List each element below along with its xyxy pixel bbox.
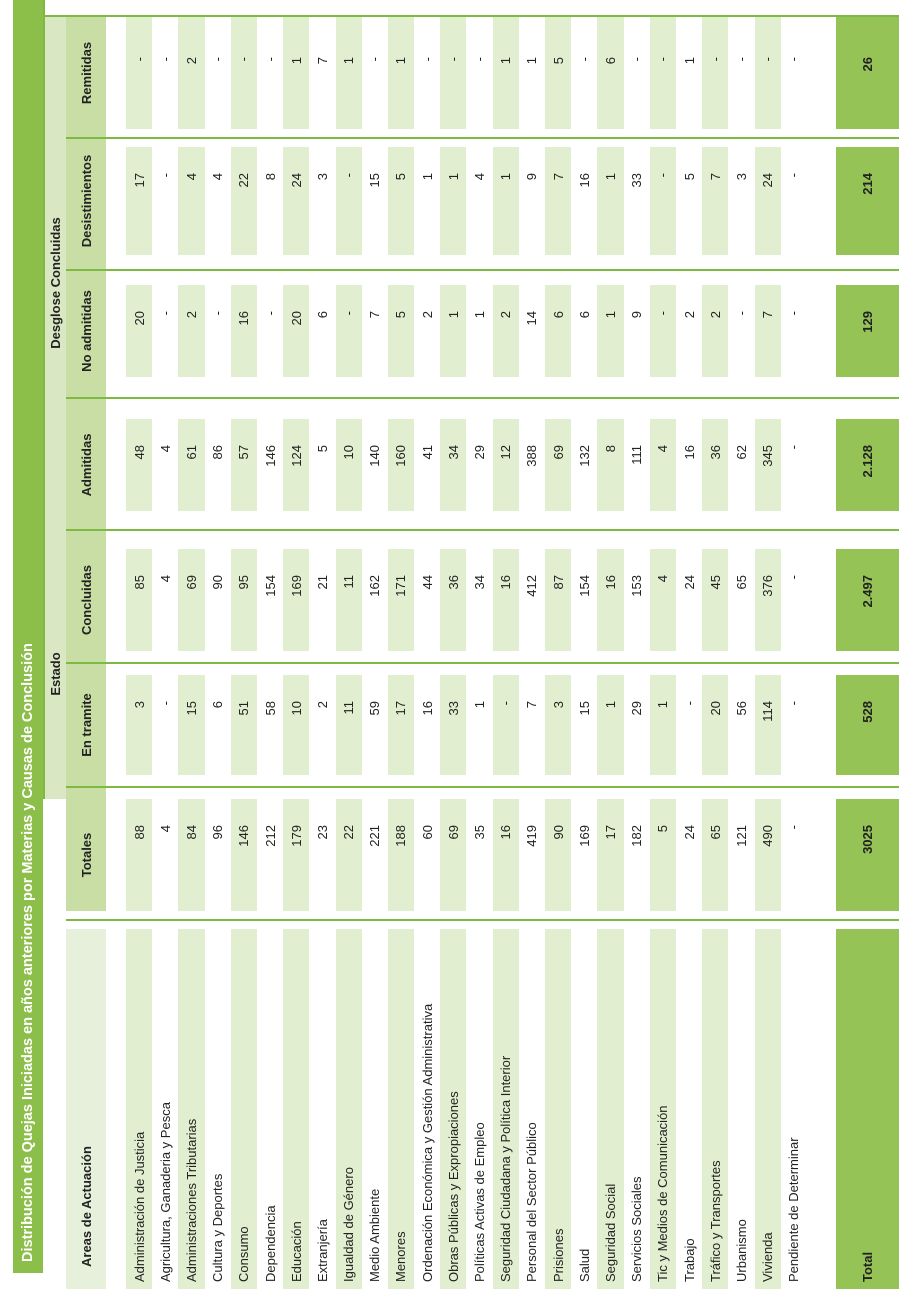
value-cell: 29 — [629, 701, 645, 716]
value-cell: - — [336, 285, 362, 377]
value-cell: 85 — [126, 549, 152, 651]
value-cell: 4 — [650, 549, 676, 651]
group-header-remitidas-spacer — [43, 17, 66, 147]
value-cell: 24 — [283, 147, 309, 255]
value-cell: 58 — [262, 701, 278, 716]
value-cell: 15 — [576, 701, 592, 716]
value-cell: 490 — [755, 799, 781, 911]
table-right-edge-line — [43, 0, 899, 17]
value-cell: 41 — [419, 445, 435, 460]
value-cell: 4 — [472, 173, 488, 181]
value-cell: 146 — [262, 445, 278, 467]
value-cell: 162 — [367, 575, 383, 597]
value-cell: - — [786, 445, 802, 450]
value-cell: - — [650, 285, 676, 377]
value-cell: 65 — [733, 575, 749, 590]
value-cell: 12 — [493, 419, 519, 511]
value-cell: 132 — [576, 445, 592, 467]
value-cell: 5 — [388, 147, 414, 255]
value-cell: 22 — [336, 799, 362, 911]
column-header: No admitidas — [66, 285, 106, 377]
value-cell: 345 — [755, 419, 781, 511]
value-cell: 1 — [472, 701, 488, 709]
value-cell: 1 — [440, 285, 466, 377]
value-cell: - — [231, 17, 257, 129]
value-cell: 5 — [314, 445, 330, 453]
total-value-cell: 129 — [836, 285, 899, 377]
column-header: Desistimientos — [66, 147, 106, 255]
total-value-cell: 214 — [836, 147, 899, 255]
value-cell: 15 — [367, 173, 383, 188]
value-cell: 69 — [545, 419, 571, 511]
group-header-right-margin — [43, 0, 66, 17]
value-cell: 1 — [650, 675, 676, 775]
value-cell: 146 — [231, 799, 257, 911]
value-cell: 3 — [733, 173, 749, 181]
value-cell: 169 — [283, 549, 309, 651]
column-separator-line — [66, 255, 899, 285]
value-cell: 114 — [755, 675, 781, 775]
value-cell: - — [472, 57, 488, 62]
value-cell: 65 — [702, 799, 728, 911]
value-cell: 153 — [629, 575, 645, 597]
total-value-cell: 2.128 — [836, 419, 899, 511]
area-cell: Tic y Medios de Comunicación — [650, 929, 676, 1289]
value-cell: 4 — [157, 825, 173, 833]
value-cell: - — [755, 17, 781, 129]
value-cell: 36 — [702, 419, 728, 511]
value-cell: - — [367, 57, 383, 62]
value-cell: - — [440, 17, 466, 129]
value-cell: 171 — [388, 549, 414, 651]
value-cell: 17 — [597, 799, 623, 911]
value-cell: 24 — [681, 575, 697, 590]
value-cell: 2 — [681, 311, 697, 319]
value-cell: - — [786, 575, 802, 580]
value-cell: 9 — [524, 173, 540, 181]
value-cell: 5 — [650, 799, 676, 911]
area-cell: Administración de Justicia — [126, 929, 152, 1289]
value-cell: 90 — [210, 575, 226, 590]
area-cell: Tráfico y Transportes — [702, 929, 728, 1289]
value-cell: 1 — [597, 147, 623, 255]
value-cell: 412 — [524, 575, 540, 597]
value-cell: 24 — [755, 147, 781, 255]
value-cell: 35 — [472, 825, 488, 840]
total-value-cell: 3025 — [836, 799, 899, 911]
group-header-desglose: Desglose Concluidas — [43, 147, 66, 419]
area-cell: Prisiones — [545, 929, 571, 1289]
column-separator-line — [66, 775, 899, 799]
value-cell: 4 — [650, 419, 676, 511]
value-cell: - — [786, 701, 802, 706]
value-cell: 10 — [336, 419, 362, 511]
value-cell: 2 — [702, 285, 728, 377]
value-cell: 17 — [126, 147, 152, 255]
group-header-estado: Estado — [43, 549, 66, 799]
value-cell: - — [576, 57, 592, 62]
value-cell: 169 — [576, 825, 592, 847]
value-cell: 56 — [733, 701, 749, 716]
area-cell: Igualdad de Género — [336, 929, 362, 1289]
value-cell: - — [336, 147, 362, 255]
value-cell: 4 — [178, 147, 204, 255]
value-cell: 7 — [702, 147, 728, 255]
column-header-gap — [66, 377, 106, 419]
column-header-gap — [66, 511, 106, 549]
value-cell: 87 — [545, 549, 571, 651]
column-header-gap — [66, 129, 106, 147]
value-cell: 7 — [755, 285, 781, 377]
value-cell: - — [786, 825, 802, 830]
value-cell: - — [157, 701, 173, 706]
value-cell: 179 — [283, 799, 309, 911]
value-cell: 10 — [283, 675, 309, 775]
area-cell: Menores — [388, 929, 414, 1289]
value-cell: - — [733, 57, 749, 62]
area-cell: Personal del Sector Público — [524, 1122, 540, 1282]
value-cell: 6 — [597, 17, 623, 129]
value-cell: 90 — [545, 799, 571, 911]
column-header-gap — [66, 255, 106, 285]
value-cell: - — [650, 147, 676, 255]
value-cell: 16 — [231, 285, 257, 377]
value-cell: 1 — [388, 17, 414, 129]
area-cell: Salud — [576, 1248, 592, 1282]
value-cell: 36 — [440, 549, 466, 651]
value-cell: - — [786, 311, 802, 316]
column-separator-line — [66, 911, 899, 929]
value-cell: 45 — [702, 549, 728, 651]
area-cell: Cultura y Deportes — [210, 1173, 226, 1282]
value-cell: 124 — [283, 419, 309, 511]
value-cell: 16 — [419, 701, 435, 716]
value-cell: 61 — [178, 419, 204, 511]
value-cell: 4 — [210, 173, 226, 181]
value-cell: 69 — [178, 549, 204, 651]
area-cell: Pendiente de Determinar — [786, 1137, 802, 1282]
area-cell: Educación — [283, 929, 309, 1289]
value-cell: - — [702, 17, 728, 129]
value-cell: 1 — [440, 147, 466, 255]
value-cell: 1 — [681, 57, 697, 65]
value-cell: - — [419, 57, 435, 62]
column-header: Concluidas — [66, 549, 106, 651]
value-cell: 2 — [178, 285, 204, 377]
value-cell: - — [157, 311, 173, 316]
value-cell: 188 — [388, 799, 414, 911]
data-grid — [43, 0, 900, 1289]
value-cell: 1 — [419, 173, 435, 181]
total-label-cell: Total — [836, 929, 899, 1289]
value-cell: 7 — [545, 147, 571, 255]
value-cell: 16 — [597, 549, 623, 651]
value-cell: 5 — [681, 173, 697, 181]
value-cell: 6 — [314, 311, 330, 319]
area-cell: Agricultura, Ganaderia y Pesca — [157, 1102, 173, 1282]
value-cell: 6 — [545, 285, 571, 377]
area-cell: Trabajo — [681, 1238, 697, 1282]
value-cell: 24 — [681, 825, 697, 840]
value-cell: 1 — [336, 17, 362, 129]
value-cell: 8 — [597, 419, 623, 511]
value-cell: 1 — [597, 285, 623, 377]
value-cell: 5 — [545, 17, 571, 129]
column-header: Admitidas — [66, 419, 106, 511]
value-cell: 33 — [629, 173, 645, 188]
value-cell: 1 — [472, 311, 488, 319]
area-cell: Vivienda — [755, 929, 781, 1289]
value-cell: 4 — [157, 445, 173, 453]
area-cell: Dependencia — [262, 1205, 278, 1282]
value-cell: 1 — [493, 147, 519, 255]
value-cell: 16 — [681, 445, 697, 460]
value-cell: 20 — [126, 285, 152, 377]
area-cell: Políticas Activas de Empleo — [472, 1122, 488, 1282]
value-cell: 16 — [576, 173, 592, 188]
value-cell: - — [262, 311, 278, 316]
value-cell: 34 — [472, 575, 488, 590]
total-value-cell: 528 — [836, 675, 899, 775]
column-header: En tramite — [66, 675, 106, 775]
value-cell: 3 — [314, 173, 330, 181]
value-cell: 1 — [493, 17, 519, 129]
value-cell: 160 — [388, 419, 414, 511]
total-value-cell: 2.497 — [836, 549, 899, 651]
column-header: Totales — [66, 799, 106, 911]
value-cell: - — [157, 173, 173, 178]
value-cell: 44 — [419, 575, 435, 590]
value-cell: - — [493, 675, 519, 775]
value-cell: 111 — [629, 445, 645, 465]
value-cell: 154 — [576, 575, 592, 597]
value-cell: 4 — [157, 575, 173, 583]
value-cell: - — [126, 17, 152, 129]
value-cell: 1 — [283, 17, 309, 129]
value-cell: 6 — [576, 311, 592, 319]
value-cell: 51 — [231, 675, 257, 775]
row-header: Areas de Actuación — [66, 929, 106, 1289]
value-cell: - — [681, 701, 697, 706]
column-separator-line — [66, 377, 899, 419]
value-cell: 84 — [178, 799, 204, 911]
value-cell: - — [733, 311, 749, 316]
value-cell: 11 — [336, 549, 362, 651]
value-cell: 16 — [493, 799, 519, 911]
value-cell: - — [650, 17, 676, 129]
area-cell: Extranjería — [314, 1219, 330, 1282]
value-cell: 376 — [755, 549, 781, 651]
value-cell: - — [786, 57, 802, 62]
value-cell: 21 — [314, 575, 330, 590]
value-cell: 16 — [493, 549, 519, 651]
value-cell: 96 — [210, 825, 226, 840]
area-cell: Ordenación Económica y Gestión Administrativa — [419, 1003, 435, 1282]
value-cell: 121 — [733, 825, 749, 847]
value-cell: 57 — [231, 419, 257, 511]
value-cell: 3 — [126, 675, 152, 775]
value-cell: 7 — [367, 311, 383, 319]
value-cell: 20 — [283, 285, 309, 377]
value-cell: 48 — [126, 419, 152, 511]
value-cell: 1 — [597, 675, 623, 775]
value-cell: 11 — [336, 675, 362, 775]
value-cell: 3 — [545, 675, 571, 775]
page-title: Distribución de Quejas Iniciadas en años anteriores por Materias y Causas de Conclusión — [13, 0, 43, 1273]
area-cell: Urbanismo — [733, 1219, 749, 1282]
value-cell: 5 — [388, 285, 414, 377]
value-cell: 1 — [524, 57, 540, 65]
value-cell: 17 — [388, 675, 414, 775]
column-separator-line — [66, 651, 899, 675]
column-header-gap — [66, 651, 106, 675]
value-cell: 182 — [629, 825, 645, 847]
total-value-cell: 26 — [836, 17, 899, 129]
value-cell: 59 — [367, 701, 383, 716]
value-cell: - — [262, 57, 278, 62]
value-cell: 22 — [231, 147, 257, 255]
value-cell: - — [786, 173, 802, 178]
area-cell: Obras Públicas y Expropiaciones — [440, 929, 466, 1289]
value-cell: 14 — [524, 311, 540, 326]
value-cell: 221 — [367, 825, 383, 847]
group-header-admitidas-spacer — [43, 419, 66, 549]
area-cell: Administraciones Tributarias — [178, 929, 204, 1289]
value-cell: 2 — [178, 17, 204, 129]
value-cell: 95 — [231, 549, 257, 651]
area-cell: Medio Ambiente — [367, 1188, 383, 1282]
value-cell: - — [210, 57, 226, 62]
area-cell: Consumo — [231, 929, 257, 1289]
column-separator-line — [66, 129, 899, 147]
value-cell: 23 — [314, 825, 330, 840]
value-cell: 212 — [262, 825, 278, 847]
value-cell: 2 — [493, 285, 519, 377]
value-cell: 34 — [440, 419, 466, 511]
value-cell: 154 — [262, 575, 278, 597]
column-header-gap — [66, 775, 106, 799]
value-cell: 6 — [210, 701, 226, 709]
value-cell: 388 — [524, 445, 540, 467]
value-cell: 60 — [419, 825, 435, 840]
value-cell: 7 — [314, 57, 330, 65]
value-cell: 8 — [262, 173, 278, 181]
value-cell: 15 — [178, 675, 204, 775]
value-cell: 140 — [367, 445, 383, 467]
value-cell: 7 — [524, 701, 540, 709]
value-cell: - — [157, 57, 173, 62]
area-cell: Servicios Sociales — [629, 1176, 645, 1282]
value-cell: 88 — [126, 799, 152, 911]
value-cell: 20 — [702, 675, 728, 775]
area-cell: Seguridad Ciudadana y Política Interior — [493, 929, 519, 1289]
value-cell: 62 — [733, 445, 749, 460]
column-separator-line — [66, 511, 899, 549]
value-cell: 69 — [440, 799, 466, 911]
value-cell: 9 — [629, 311, 645, 319]
value-cell: 29 — [472, 445, 488, 460]
value-cell: 419 — [524, 825, 540, 847]
value-cell: 33 — [440, 675, 466, 775]
value-cell: 2 — [419, 311, 435, 319]
value-cell: - — [210, 311, 226, 316]
value-cell: 2 — [314, 701, 330, 709]
column-header: Remitidas — [66, 17, 106, 129]
area-cell: Seguridad Social — [597, 929, 623, 1289]
value-cell: 86 — [210, 445, 226, 460]
value-cell: - — [629, 57, 645, 62]
